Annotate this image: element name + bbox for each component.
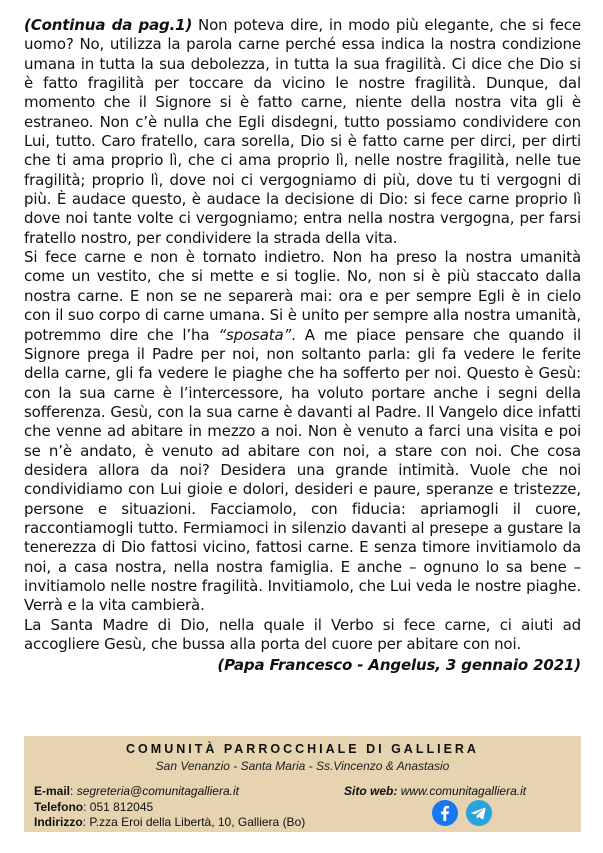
phone-label: Telefono <box>34 799 84 814</box>
signature: (Papa Francesco - Angelus, 3 gennaio 2021) <box>217 656 581 675</box>
paragraph-2-text-b: . A me piace pensare che quando il Signore prega il Padre per noi, non soltanto parla: gli fa vedere le ferite della carne, gli fa vedere le piaghe che ha sofferto per noi. Questo è Gesù: con la sua carne è l’intercessore, ha voluto portare anche i segni della sofferenza. Gesù, con la sua carne è davanti al Padre. Il Vangelo dice infatti che venne ad abitare in mezzo a noi. Non è venuto a farci una visita e poi se n’è andato, è venuto ad abitare con noi, a stare con noi. Che cosa desidera allora da noi? Desidera una grande intimità. Vuole che noi condividiamo con Lui gioie e dolori, desideri e paure, speranze e tristezze, persone e situazioni. Facciamolo, con fiducia: apriamogli il cuore, raccontiamogli tutto. Fermiamoci in silenzio davanti al presepe a gustare la tenerezza di Dio fattosi vicino, fattosi carne. E senza timore invitiamolo da noi, a casa nostra, nella nostra famiglia. E anche – ognuno lo sa bene – invitiamolo nelle nostre fragilità. Invitiamolo, che Lui veda le nostre piaghe. Verrà e la vita cambierà. <box>24 325 581 615</box>
phone-line: Telefono: 051 812045 <box>34 799 154 814</box>
continuation-note: (Continua da pag.1) <box>24 16 193 34</box>
paragraph-1 <box>24 16 581 248</box>
quoted-word: “sposata” <box>218 325 292 344</box>
website-label: Sito web: <box>344 784 398 798</box>
parish-title: COMUNITÀ PARROCCHIALE DI GALLIERA <box>126 742 479 756</box>
paragraph-2-text-a: Si fece carne e non è tornato indietro. Non ha preso la nostra umanità come un vestito, che si mette e si toglie. No, non si è più staccato dalla nostra carne. E non se ne separerà mai: ora e per sempre Egli è in cielo con il suo corpo di carne umana. Si è unito per sempre alla nostra umanità, potremmo dire che l’ha <box>24 248 581 344</box>
paragraph-1-text: Non poteva dire, in modo più elegante, che si fece uomo? No, utilizza la parola carne perché essa indica la nostra condizione umana in tutta la sua debolezza, in tutta la sua fragilità. Ci dice che Dio si è fatto fragilità per toccare da vicino le nostre fragilità. Dunque, dal momento che il Signore si è fatto carne, niente della nostra vita gli è estraneo. Non c’è nulla che Egli disdegni, tutto possiamo condividere con Lui, tutto. Caro fratello, cara sorella, Dio si è fatto carne per dirci, per dirti che ti ama proprio lì, che ci ama proprio lì, nelle nostre fragilità, nelle tue fragilità; proprio lì, dove noi ci vergogniamo di più, dove tu ti vergogni di più. È audace questo, è audace la decisione di Dio: si fece carne proprio lì dove noi tante volte ci vergogniamo; entra nella nostra vergogna, per farsi fratello nostro, per condividere la strada della vita. <box>24 16 581 247</box>
parish-footer <box>24 736 581 832</box>
address-line: Indirizzo: P.zza Eroi della Libertà, 10, Galliera (Bo) <box>34 815 306 829</box>
website-link[interactable]: www.comunitagalliera.it <box>400 784 527 798</box>
phone-value: 051 812045 <box>89 799 154 814</box>
telegram-icon[interactable] <box>466 800 492 826</box>
social-icons <box>432 800 492 826</box>
address-label: Indirizzo <box>34 815 83 829</box>
paragraph-2 <box>24 248 581 616</box>
website-line <box>344 784 526 798</box>
contact-info <box>34 784 305 831</box>
parish-subtitle: San Venanzio - Santa Maria - Ss.Vincenzo & Anastasio <box>155 759 450 773</box>
facebook-icon[interactable] <box>432 800 458 826</box>
paragraph-3: La Santa Madre di Dio, nella quale il Verbo si fece carne, ci aiuti ad accogliere Gesù, che bussa alla porta del cuore per abitare con noi. <box>24 615 581 653</box>
address-value: P.zza Eroi della Libertà, 10, Galliera (Bo) <box>89 815 306 829</box>
email-label: E-mail <box>34 784 71 798</box>
email-line: E-mail: segreteria@comunitagalliera.it <box>34 784 239 798</box>
article-body <box>24 16 581 676</box>
email-link[interactable]: segreteria@comunitagalliera.it <box>76 784 239 798</box>
